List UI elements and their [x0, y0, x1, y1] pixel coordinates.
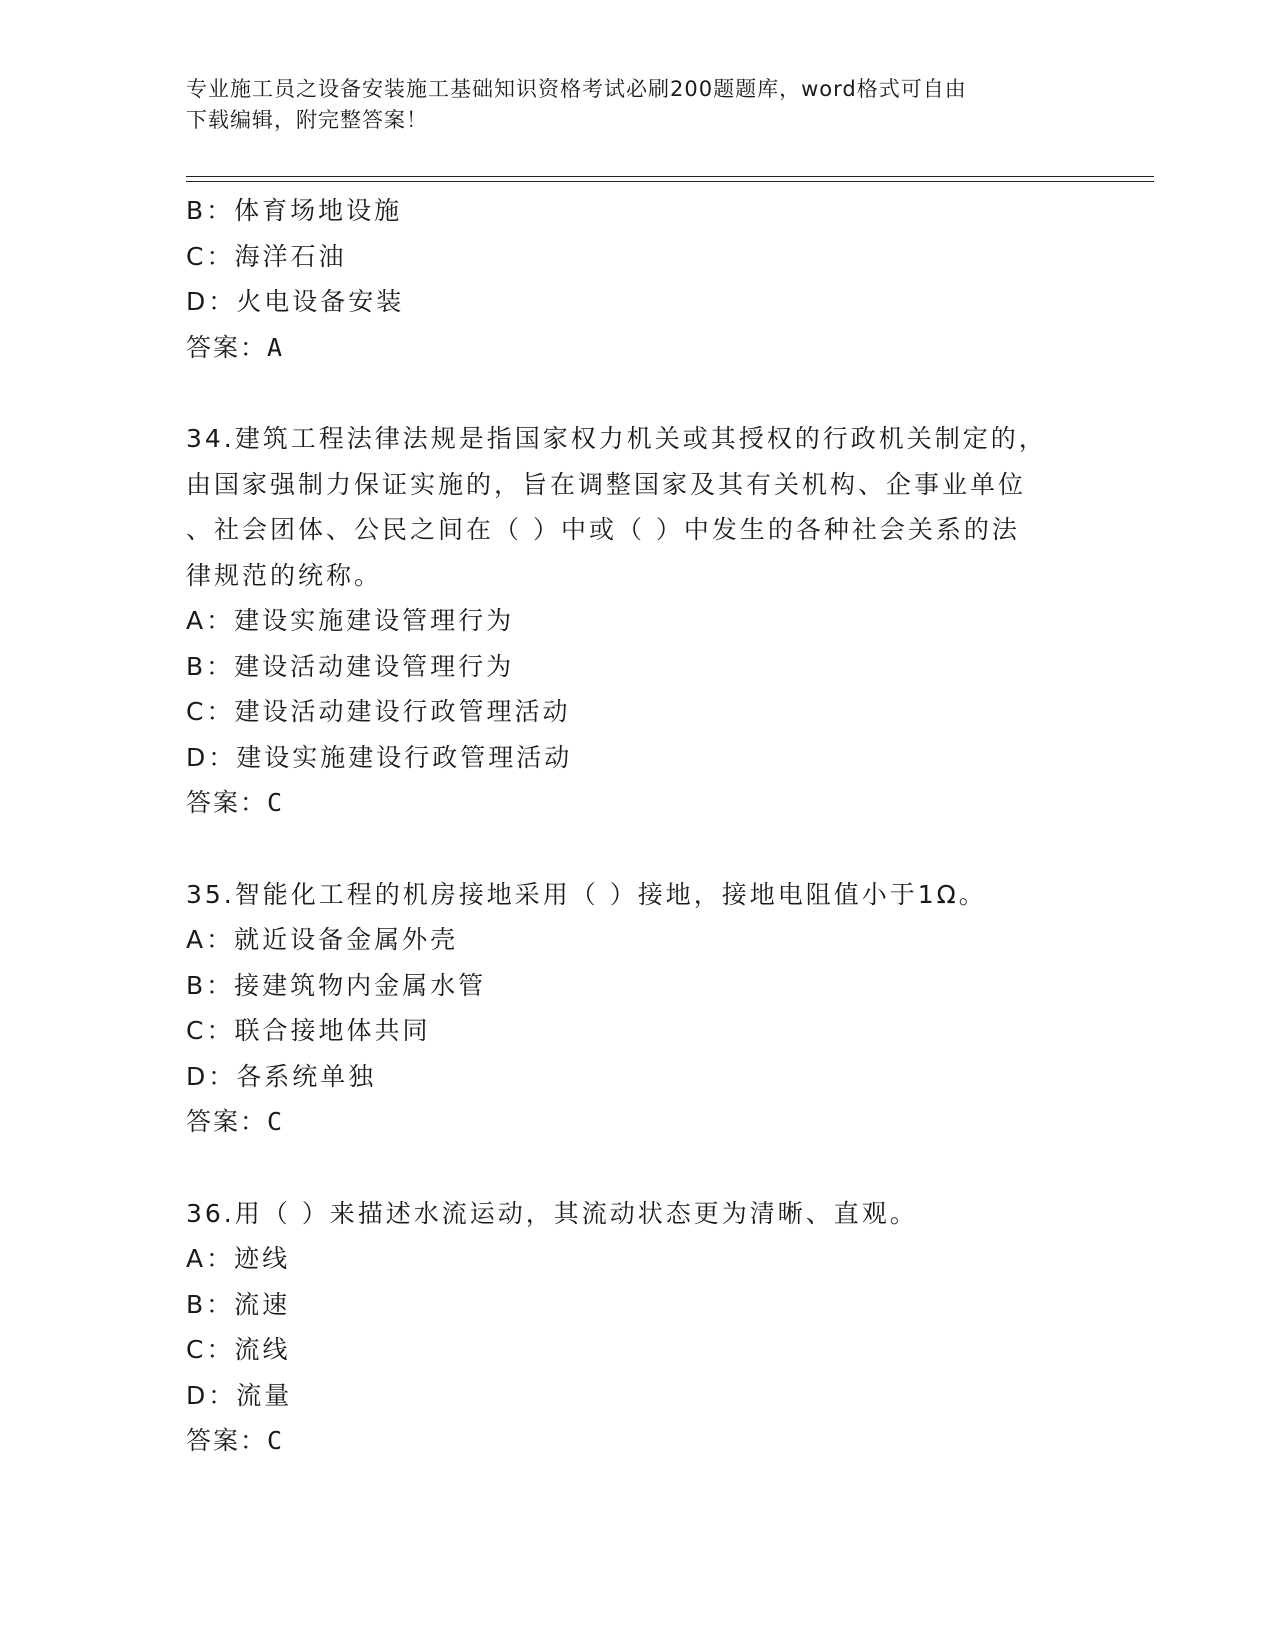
option-b: B：流速: [186, 1289, 291, 1319]
spacer: [186, 1145, 1146, 1191]
option-a: A：就近设备金属外壳: [186, 925, 459, 954]
option-d: D：流量: [186, 1380, 293, 1410]
answer-label: 答案：C: [186, 1107, 285, 1136]
question-stem-line: 34.建筑工程法律法规是指国家权力机关或其授权的行政机关制定的，: [186, 424, 1047, 453]
option-d: D：各系统单独: [186, 1061, 377, 1091]
answer-label: 答案：C: [186, 788, 285, 817]
option-d: D：建设实施建设行政管理活动: [186, 742, 573, 772]
option-b: B：建设活动建设管理行为: [186, 651, 515, 681]
question-35: [186, 872, 1146, 1145]
question-stem-line: 35.智能化工程的机房接地采用（ ）接地，接地电阻值小于1Ω。: [186, 879, 987, 909]
option-c: C：海洋石油: [186, 241, 347, 271]
question-34: [186, 416, 1146, 826]
option-b: B：体育场地设施: [186, 196, 403, 225]
answer-label: 答案：A: [186, 332, 285, 362]
option-a: A：建设实施建设管理行为: [186, 606, 515, 635]
option-b: B：接建筑物内金属水管: [186, 970, 487, 1000]
document-body: [186, 188, 1146, 1464]
option-c: C：流线: [186, 1335, 291, 1364]
document-header: [186, 74, 1076, 136]
spacer: [186, 826, 1146, 872]
option-d: D：火电设备安装: [186, 287, 405, 316]
question-33-tail: [186, 188, 1146, 370]
header-divider-top: [186, 176, 1154, 177]
spacer: [186, 370, 1146, 416]
header-line-1: 专业施工员之设备安装施工基础知识资格考试必刷200题题库，word格式可自由: [186, 77, 967, 101]
option-c: C：联合接地体共同: [186, 1016, 431, 1045]
question-36: [186, 1191, 1146, 1464]
header-divider-bottom: [186, 181, 1154, 182]
question-stem-line: 、社会团体、公民之间在（ ）中或（ ）中发生的各种社会关系的法: [186, 515, 1020, 544]
question-stem-line: 由国家强制力保证实施的，旨在调整国家及其有关机构、企事业单位: [186, 469, 1027, 499]
option-a: A：迹线: [186, 1244, 291, 1273]
question-stem-line: 律规范的统称。: [186, 560, 383, 590]
answer-label: 答案：C: [186, 1426, 285, 1455]
option-c: C：建设活动建设行政管理活动: [186, 697, 571, 726]
question-stem-line: 36.用（ ）来描述水流运动，其流动状态更为清晰、直观。: [186, 1198, 918, 1228]
header-line-2: 下载编辑，附完整答案！: [186, 108, 428, 132]
